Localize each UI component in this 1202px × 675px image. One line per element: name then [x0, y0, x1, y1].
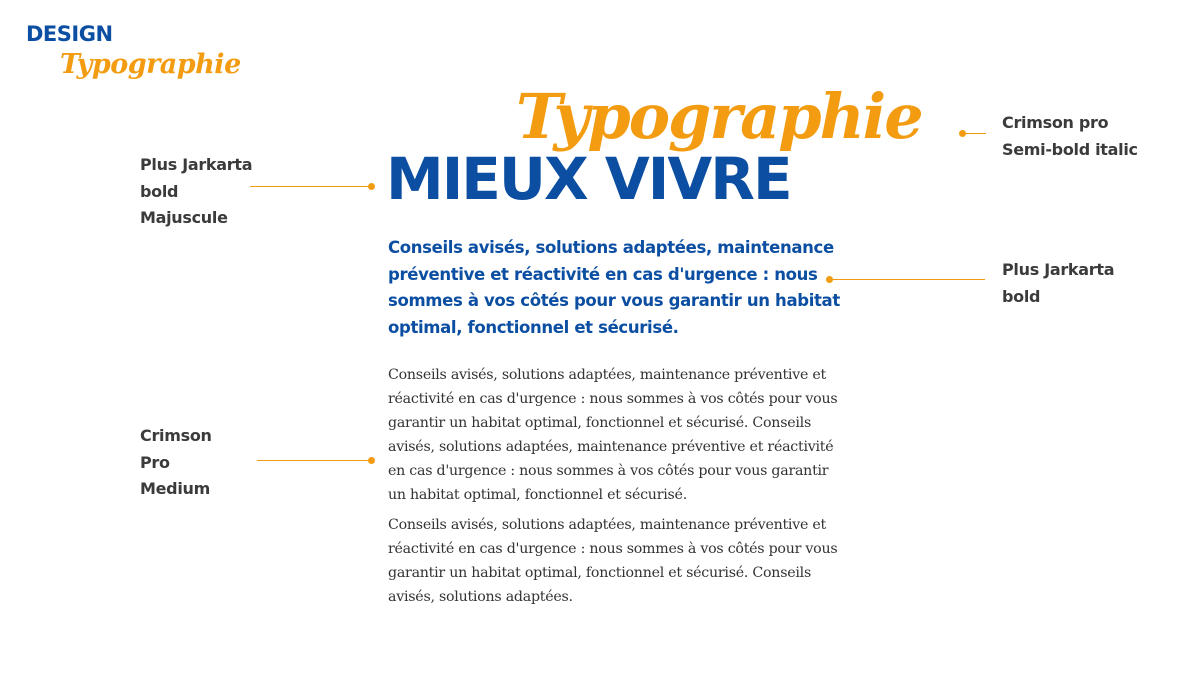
annotation-dot-script [959, 130, 966, 137]
annotation-line: Pro [140, 452, 170, 472]
lead-paragraph-sample: Conseils avisés, solutions adaptées, maintenance préventive et réactivité en cas d'urgence : nous sommes à vos côtés pour vous garantir un habitat optimal, fonctionnel et sécurisé. [388, 238, 840, 337]
body-paragraph-sample-1: Conseils avisés, solutions adaptées, maintenance préventive et réactivité en cas d'urgence : nous sommes à vos côtés pour vous garantir un habitat optimal, fonctionnel et sécurisé. Conseils avisés, solutions adaptées, maintenance préventive et réactivité en cas d'urgence : nous sommes à vos côtés pour vous garantir un habitat optimal, fonctionnel et sécurisé. [388, 367, 838, 503]
body-paragraph-sample-2: Conseils avisés, solutions adaptées, maintenance préventive et réactivité en cas d'urgence : nous sommes à vos côtés pour vous garantir un habitat optimal, fonctionnel et sécurisé. Conseils avisés, solutions adaptées. [388, 517, 838, 605]
annotation-line: Crimson pro [1002, 113, 1109, 132]
annotation-line: Medium [140, 479, 210, 498]
section-subtitle: Typographie [60, 49, 241, 80]
annotation-dot-headline [368, 183, 375, 190]
annotation-headline-font [140, 152, 252, 232]
annotation-connector-body [257, 460, 370, 461]
annotation-line: Plus Jarkarta [140, 155, 253, 174]
headline-sample: MIEUX VIVRE [386, 145, 791, 213]
annotation-line: Semi-bold italic [1002, 139, 1138, 159]
section-label: DESIGN [26, 22, 113, 46]
annotation-connector-script [964, 133, 986, 134]
annotation-line: Majuscule [140, 208, 228, 227]
annotation-body-font [140, 423, 212, 503]
annotation-dot-body [368, 457, 375, 464]
annotation-line: Crimson [140, 426, 212, 445]
annotation-line: bold [1002, 286, 1041, 306]
annotation-line: Plus Jarkarta [1002, 260, 1115, 279]
annotation-line: bold [140, 181, 179, 201]
annotation-lead-font [1002, 257, 1114, 310]
annotation-connector-lead [830, 279, 985, 280]
script-title-sample: Typographie [516, 80, 922, 153]
annotation-dot-lead [826, 276, 833, 283]
annotation-script-font [1002, 110, 1138, 163]
annotation-connector-headline [250, 186, 370, 187]
